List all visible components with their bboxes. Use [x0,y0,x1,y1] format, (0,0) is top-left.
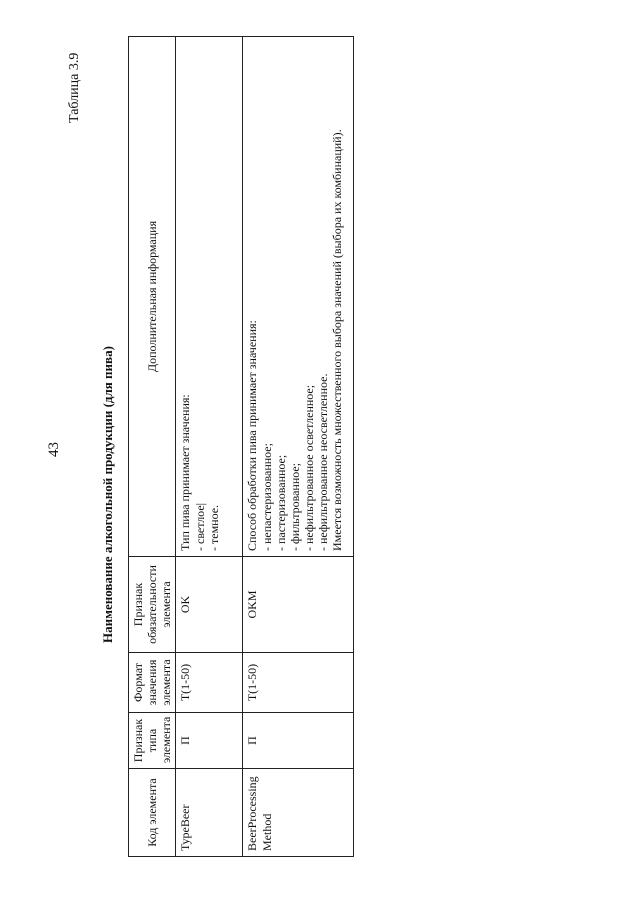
column-header-code: Код элемента [129,769,176,857]
cell-type: П [243,713,354,769]
info-line: Тип пива принимает значения: [178,394,193,551]
cell-required: OK [176,557,243,653]
column-header-required: Признак обязательности элемента [129,557,176,653]
info-line: - нефильтрованное осветленное; [302,384,317,551]
cell-info [243,37,354,557]
table-caption: Таблица 3.9 [67,52,82,123]
table-row [176,37,243,857]
page-number: 43 [46,442,62,457]
info-line: Способ обработки пива принимает значения: [245,320,260,551]
column-header-type: Признак типа элемента [129,713,176,769]
info-line: - пастеризованное; [273,454,288,551]
info-line: - нефильтрованное неосветленное. [316,373,331,551]
table-row [243,37,354,857]
cell-code: BeerProcessingMethod [243,769,354,857]
column-header-info: Дополнительная информация [129,37,176,557]
cell-code: TypeBeer [176,769,243,857]
elements-table [128,36,354,857]
info-line: - фильтрованное; [287,462,302,551]
table-header-row [129,37,176,857]
info-line: - светлое| [192,502,207,551]
cell-required: OKM [243,557,354,653]
cell-format: T(1-50) [243,653,354,713]
info-line: Имеется возможность множественного выбора значений (выбора их комбинаций). [330,129,345,551]
table-title: Наименование алкогольной продукции (для пива) [100,346,115,643]
info-line: - непастеризованное; [259,443,274,551]
cell-format: T(1-50) [176,653,243,713]
column-header-format: Формат значения элемента [129,653,176,713]
info-line: - темное. [206,504,221,551]
cell-info [176,37,243,557]
cell-type: П [176,713,243,769]
